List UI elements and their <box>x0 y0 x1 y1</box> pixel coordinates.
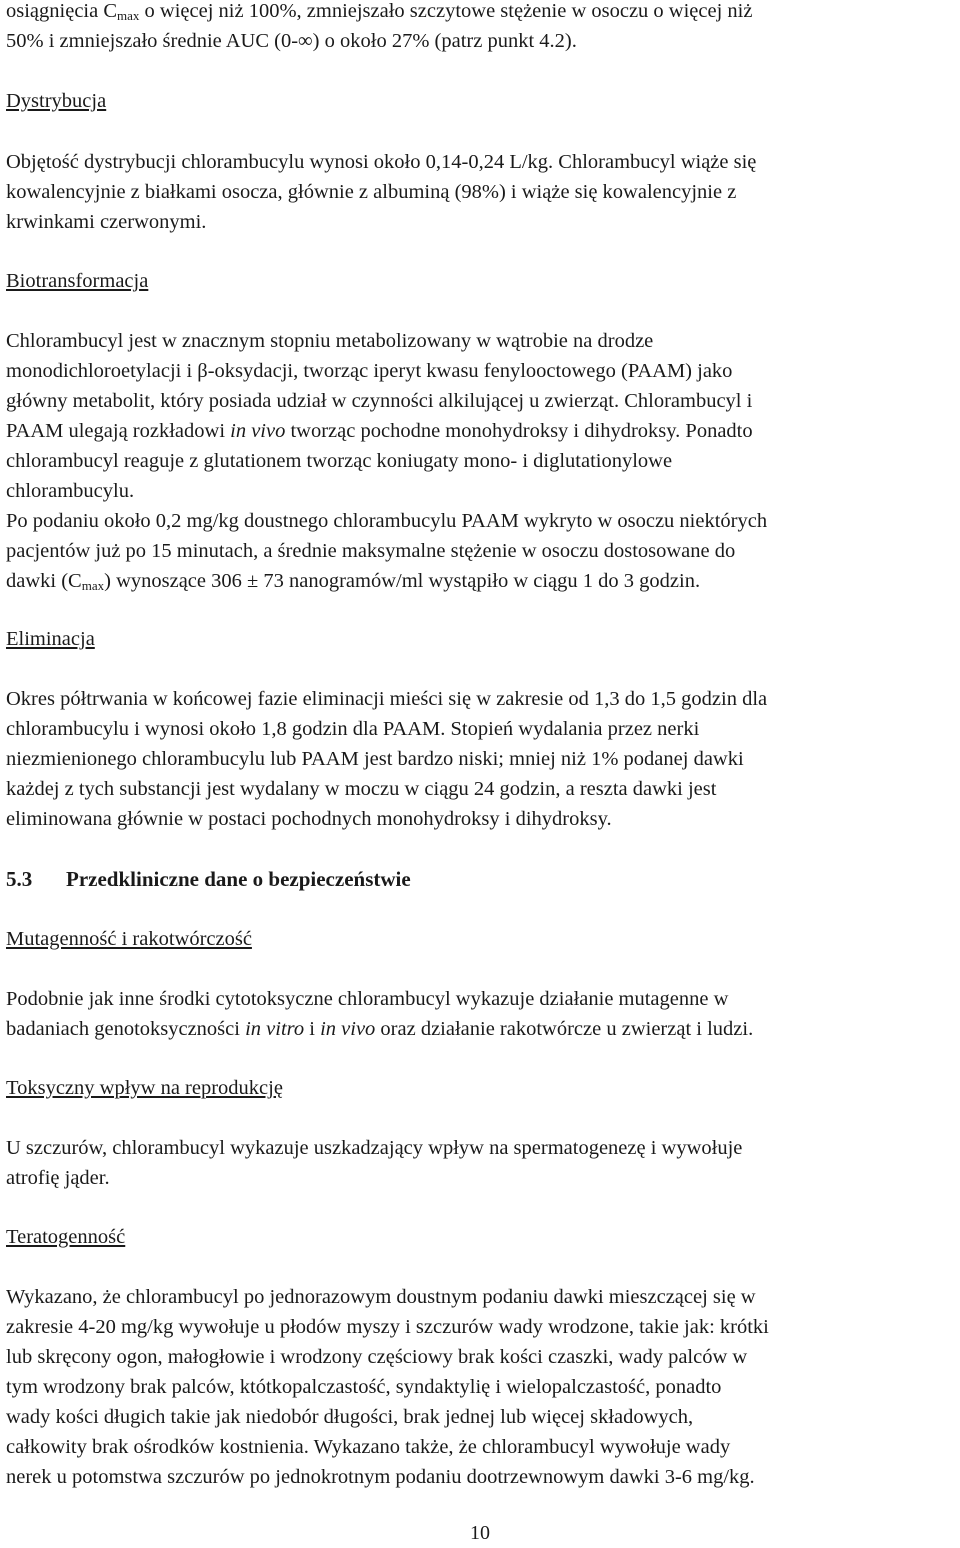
text-line: Objętość dystrybucji chlorambucylu wynosi około 0,14-0,24 L/kg. Chlorambucyl wiąże się <box>6 151 757 173</box>
text-line: chlorambucylu i wynosi około 1,8 godzin dla PAAM. Stopień wydalania przez nerki <box>6 718 700 740</box>
text-span: ) wynoszące 306 ± 73 nanogramów/ml wystąpiło w ciągu 1 do 3 godzin. <box>104 570 701 592</box>
text-line: nerek u potomstwa szczurów po jednokrotnym podaniu dootrzewnowym dawki 3-6 mg/kg. <box>6 1466 755 1488</box>
text-line: Okres półtrwania w końcowej fazie eliminacji mieści się w zakresie od 1,3 do 1,5 godzin dla <box>6 688 768 710</box>
teratogennosc-paragraph <box>6 1282 956 1492</box>
text-line: kowalencyjnie z białkami osocza, głównie z albuminą (98%) i wiąże się kowalencyjnie z <box>6 181 737 203</box>
text-span: o więcej niż 100%, zmniejszało szczytowe stężenie w osoczu o więcej niż <box>139 0 753 22</box>
heading-mutagennosc: Mutagenność i rakotwórczość <box>6 928 252 950</box>
text-span: oraz działanie rakotwórcze u zwierząt i ludzi. <box>375 1018 754 1040</box>
section-title: Przedkliniczne dane o bezpieczeństwie <box>66 867 411 891</box>
heading-toksyczny-wplyw: Toksyczny wpływ na reprodukcję <box>6 1077 283 1099</box>
text-line <box>6 0 956 26</box>
italic-term: in vitro <box>245 1018 305 1040</box>
section-number: 5.3 <box>6 867 33 891</box>
text-line: niezmienionego chlorambucylu lub PAAM jest bardzo niski; mniej niż 1% podanej dawki <box>6 748 744 770</box>
heading-dystrybucja: Dystrybucja <box>6 90 107 112</box>
text-span: badaniach genotoksyczności <box>6 1018 246 1040</box>
text-span: i <box>304 1018 321 1040</box>
text-line: pacjentów już po 15 minutach, a średnie maksymalne stężenie w osoczu dostosowane do <box>6 540 736 562</box>
text-line: chlorambucylu. <box>6 480 135 502</box>
text-span: osiągnięcia C <box>6 0 118 22</box>
text-line: główny metabolit, który posiada udział w czynności alkilującej u zwierząt. Chlorambucyl i <box>6 390 753 412</box>
text-line: atrofię jąder. <box>6 1167 110 1189</box>
text-line: każdej z tych substancji jest wydalany w moczu w ciągu 24 godzin, a reszta dawki jest <box>6 778 717 800</box>
text-line: eliminowana głównie w postaci pochodnych monohydroksy i dihydroksy. <box>6 808 612 830</box>
intro-paragraph <box>6 0 956 56</box>
italic-term: in vivo <box>320 1018 376 1040</box>
italic-term: in vivo <box>230 420 286 442</box>
text-line <box>6 566 956 596</box>
text-line: tym wrodzony brak palców, któtkopalczastość, syndaktylię i wielopalczastość, ponadto <box>6 1376 722 1398</box>
text-line: 50% i zmniejszało średnie AUC (0-∞) o około 27% (patrz punkt 4.2). <box>6 30 577 52</box>
text-span: dawki (C <box>6 570 82 592</box>
section-heading-5-3 <box>6 864 411 894</box>
text-line: Chlorambucyl jest w znacznym stopniu metabolizowany w wątrobie na drodze <box>6 330 654 352</box>
heading-biotransformacja: Biotransformacja <box>6 270 149 292</box>
toksyczny-paragraph <box>6 1133 956 1193</box>
eliminacja-paragraph <box>6 684 956 834</box>
text-line: U szczurów, chlorambucyl wykazuje uszkadzający wpływ na spermatogenezę i wywołuje <box>6 1137 743 1159</box>
dystrybucja-paragraph <box>6 147 956 237</box>
heading-eliminacja: Eliminacja <box>6 628 95 650</box>
text-span: tworząc pochodne monohydroksy i dihydroksy. Ponadto <box>285 420 753 442</box>
text-line: monodichloroetylacji i β-oksydacji, tworząc iperyt kwasu fenylooctowego (PAAM) jako <box>6 360 733 382</box>
text-line: krwinkami czerwonymi. <box>6 211 207 233</box>
text-line: wady kości długich takie jak niedobór długości, brak jednej lub więcej składowych, <box>6 1406 694 1428</box>
mutagennosc-paragraph <box>6 984 956 1044</box>
heading-teratogennosc: Teratogenność <box>6 1226 126 1248</box>
subscript: max <box>117 8 140 23</box>
biotransformacja-paragraph <box>6 326 956 596</box>
text-line: Wykazano, że chlorambucyl po jednorazowym doustnym podaniu dawki mieszczącej się w <box>6 1286 756 1308</box>
text-line <box>6 1014 956 1044</box>
page-number: 10 <box>470 1522 490 1544</box>
text-line: lub skręcony ogon, małogłowie i wrodzony częściowy brak kości czaszki, wady palców w <box>6 1346 748 1368</box>
text-line <box>6 416 956 446</box>
text-span: PAAM ulegają rozkładowi <box>6 420 231 442</box>
text-line: całkowity brak ośrodków kostnienia. Wykazano także, że chlorambucyl wywołuje wady <box>6 1436 731 1458</box>
subscript: max <box>81 578 105 593</box>
text-line: Po podaniu około 0,2 mg/kg doustnego chlorambucylu PAAM wykryto w osoczu niektórych <box>6 510 768 532</box>
text-line: zakresie 4-20 mg/kg wywołuje u płodów myszy i szczurów wady wrodzone, takie jak: krótki <box>6 1316 769 1338</box>
text-line: Podobnie jak inne środki cytotoksyczne chlorambucyl wykazuje działanie mutagenne w <box>6 988 729 1010</box>
text-line: chlorambucyl reaguje z glutationem tworząc koniugaty mono- i diglutationylowe <box>6 450 673 472</box>
